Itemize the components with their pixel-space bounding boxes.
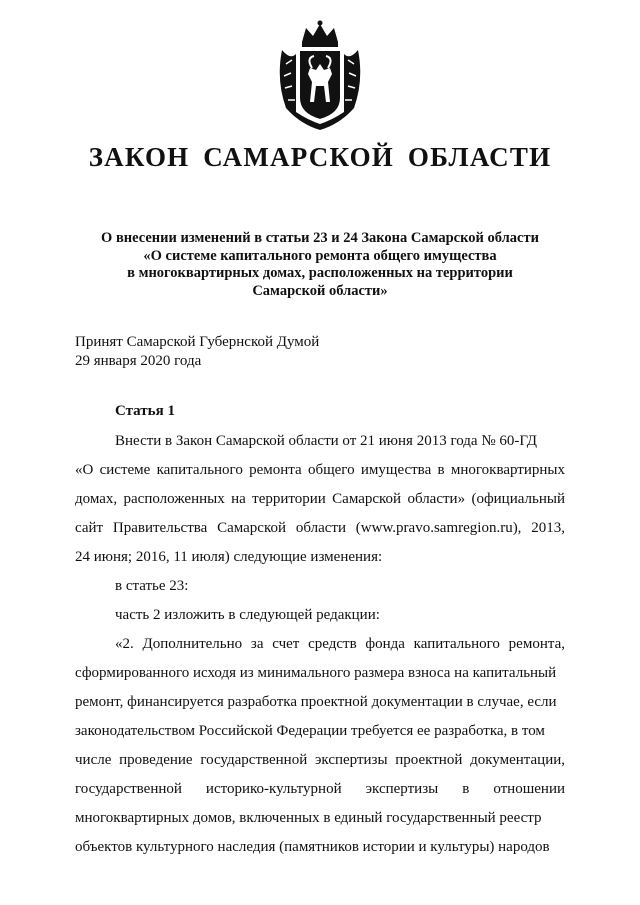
adoption-info <box>75 333 319 371</box>
subject-line: «О системе капитального ремонта общего имущества <box>143 247 497 264</box>
subject-line: О внесении изменений в статьи 23 и 24 Закона Самарской области <box>101 230 539 246</box>
adopted-by: Принят Самарской Губернской Думой <box>75 334 320 350</box>
body-line: в статье 23: <box>115 578 189 594</box>
body-line: многоквартирных домов, включенных в единый государственный реестр <box>75 810 542 826</box>
adoption-date: 29 января 2020 года <box>75 353 202 369</box>
law-title: ЗАКОН САМАРСКОЙ ОБЛАСТИ <box>88 142 552 172</box>
body-line: ремонт, финансируется разработка проектной документации в случае, если <box>75 694 557 710</box>
body-line: часть 2 изложить в следующей редакции: <box>115 607 380 623</box>
body-line: сформированного исходя из минимального размера взноса на капитальный <box>75 665 557 681</box>
body-line: домах, расположенных на территории Самарской области» (официальный <box>75 491 565 507</box>
article-heading: Статья 1 <box>115 403 175 419</box>
body-line: законодательством Российской Федерации требуется ее разработка, в том <box>75 723 545 739</box>
body-line: объектов культурного наследия (памятников истории и культуры) народов <box>75 839 550 855</box>
body-line: государственной историко-культурной экспертизы в отношении <box>75 781 565 797</box>
law-subject <box>60 230 580 300</box>
coat-of-arms-emblem <box>272 20 368 132</box>
body-line: «О системе капитального ремонта общего имущества в многоквартирных <box>75 462 565 478</box>
body-line: «2. Дополнительно за счет средств фонда капитального ремонта, <box>115 636 565 652</box>
body-line: Внести в Закон Самарской области от 21 июня 2013 года № 60-ГД <box>115 433 537 449</box>
subject-line: в многоквартирных домах, расположенных на территории <box>127 265 513 281</box>
subject-line: Самарской области» <box>252 282 388 299</box>
body-line: 24 июня; 2016, 11 июля) следующие изменения: <box>75 549 383 565</box>
article-body <box>75 427 565 862</box>
body-line: сайт Правительства Самарской области (www.pravo.samregion.ru), 2013, <box>75 520 565 536</box>
body-line: числе проведение государственной экспертизы проектной документации, <box>75 752 565 768</box>
